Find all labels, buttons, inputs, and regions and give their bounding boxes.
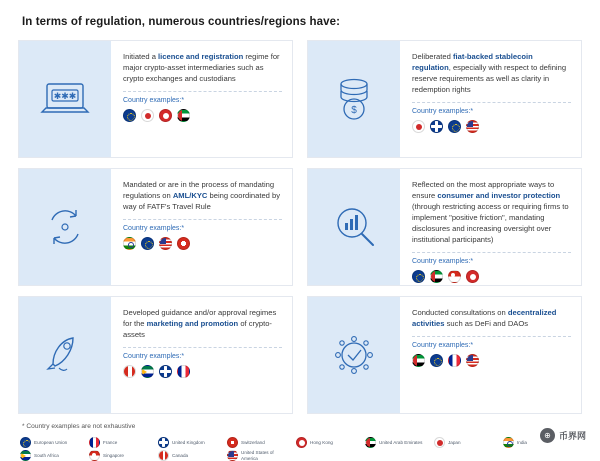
coin-stack-icon: [329, 76, 379, 122]
legend-item: [227, 437, 290, 448]
network-nodes-icon: [329, 331, 379, 379]
flag-hong-kong-icon: [296, 437, 307, 448]
card-aml-kyc: [18, 168, 293, 286]
flag-singapore-icon: [448, 270, 461, 283]
flag-row: [123, 237, 282, 250]
legend-label: Singapore: [103, 452, 124, 458]
country-examples-label: Country examples:*: [412, 108, 474, 115]
flag-eu-icon: [141, 237, 154, 250]
svg-text:$: $: [351, 105, 357, 116]
flag-japan-icon: [141, 109, 154, 122]
card-body: [111, 41, 292, 157]
legend-label: United Kingdom: [172, 439, 205, 445]
flag-eu-icon: [430, 354, 443, 367]
flag-uk-icon: [159, 365, 172, 378]
country-examples-label: Country examples:*: [412, 342, 474, 349]
legend-item: [20, 437, 83, 448]
card-icon-panel: [308, 297, 400, 413]
recycle-arrows-icon: [40, 204, 90, 250]
flag-row: [123, 365, 282, 378]
flag-switzerland-icon: [227, 437, 238, 448]
legend-item: [365, 437, 428, 448]
card-text: Conducted consultations on decentralized activities such as DeFi and DAOs: [412, 308, 557, 328]
legend-item: [20, 450, 83, 461]
card-text: Developed guidance and/or approval regimes for the marketing and promotion of crypto-assets: [123, 308, 277, 339]
legend-label: European Union: [34, 439, 68, 445]
legend-item: [158, 437, 221, 448]
card-icon-panel: [19, 297, 111, 413]
flag-eu-icon: [20, 437, 31, 448]
flag-france-icon: [448, 354, 461, 367]
flag-row: [412, 120, 571, 133]
flag-usa-icon: [466, 354, 479, 367]
flag-canada-icon: [123, 365, 136, 378]
flag-eu-icon: [448, 120, 461, 133]
card-stablecoin-regulation: [307, 40, 582, 158]
divider: [123, 91, 282, 92]
flag-usa-icon: [466, 120, 479, 133]
card-licence-registration: [18, 40, 293, 158]
page-title: In terms of regulation, numerous countries/regions have:: [22, 16, 341, 28]
card-text: Reflected on the most appropriate ways to ensure consumer and investor protection (through restricting access or requiring firms to implement "positive friction", mandating disclosures and increasing oversight over institutional participants): [412, 180, 569, 244]
divider: [123, 219, 282, 220]
flag-switzerland-icon: [177, 237, 190, 250]
country-examples-label: Country examples:*: [123, 353, 185, 360]
card-body: [111, 169, 292, 285]
flag-eu-icon: [123, 109, 136, 122]
flag-france-icon: [177, 365, 190, 378]
card-icon-panel: [19, 41, 111, 157]
card-text: Mandated or are in the process of mandating regulations on AML/KYC being coordinated by way of FATF's Travel Rule: [123, 180, 281, 211]
legend-item: [296, 437, 359, 448]
legend-item: [434, 437, 497, 448]
card-body: [400, 41, 581, 157]
card-decentralized-activities: [307, 296, 582, 414]
watermark-logo-icon: ⊕: [540, 428, 555, 443]
flag-hong-kong-icon: [466, 270, 479, 283]
card-icon-panel: [308, 41, 400, 157]
flag-row: [123, 109, 282, 122]
magnifier-chart-icon: [329, 203, 379, 251]
divider: [412, 336, 571, 337]
rocket-icon: [39, 332, 91, 378]
watermark: [540, 428, 586, 443]
flag-japan-icon: [412, 120, 425, 133]
flag-usa-icon: [227, 450, 238, 461]
country-examples-label: Country examples:*: [412, 258, 474, 265]
card-consumer-protection: [307, 168, 582, 286]
flag-singapore-icon: [89, 450, 100, 461]
flag-legend: [18, 437, 582, 461]
card-body: [400, 297, 581, 413]
footnote: * Country examples are not exhaustive: [22, 423, 136, 430]
card-icon-panel: [19, 169, 111, 285]
flag-uae-icon: [430, 270, 443, 283]
flag-uae-icon: [365, 437, 376, 448]
legend-label: India: [517, 439, 527, 445]
card-icon-panel: [308, 169, 400, 285]
flag-uk-icon: [158, 437, 169, 448]
flag-france-icon: [89, 437, 100, 448]
flag-india-icon: [503, 437, 514, 448]
flag-canada-icon: [158, 450, 169, 461]
legend-item: [227, 450, 290, 461]
divider: [412, 102, 571, 103]
legend-item: [158, 450, 221, 461]
flag-usa-icon: [159, 237, 172, 250]
svg-text:✱✱✱: ✱✱✱: [53, 91, 77, 101]
card-text: Initiated a licence and registration regime for major crypto-asset intermediaries such as crypto exchanges and custodians: [123, 52, 280, 83]
country-examples-label: Country examples:*: [123, 225, 185, 232]
legend-label: Hong Kong: [310, 439, 333, 445]
divider: [412, 252, 571, 253]
card-body: [400, 169, 581, 285]
divider: [123, 347, 282, 348]
flag-south-africa-icon: [141, 365, 154, 378]
flag-hong-kong-icon: [159, 109, 172, 122]
legend-item: [89, 450, 152, 461]
flag-uk-icon: [430, 120, 443, 133]
watermark-text: 币界网: [558, 431, 586, 441]
legend-label: Canada: [172, 452, 189, 458]
flag-eu-icon: [412, 270, 425, 283]
flag-south-africa-icon: [20, 450, 31, 461]
cards-grid: [18, 40, 582, 414]
flag-uae-icon: [412, 354, 425, 367]
laptop-password-icon: [39, 78, 91, 120]
legend-item: [89, 437, 152, 448]
flag-row: [412, 354, 571, 367]
legend-label: United Arab Emirates: [379, 439, 423, 445]
card-body: [111, 297, 292, 413]
flag-japan-icon: [434, 437, 445, 448]
legend-label: United States of America: [241, 450, 274, 461]
flag-india-icon: [123, 237, 136, 250]
country-examples-label: Country examples:*: [123, 97, 185, 104]
legend-label: France: [103, 439, 118, 445]
flag-uae-icon: [177, 109, 190, 122]
legend-label: Switzerland: [241, 439, 265, 445]
card-text: Deliberated fiat-backed stablecoin regulation, especially with respect to defining reserve requirements as well as clarity in redemption rights: [412, 52, 567, 94]
legend-label: South Africa: [34, 452, 59, 458]
legend-label: Japan: [448, 439, 461, 445]
card-marketing-promotion: [18, 296, 293, 414]
flag-row: [412, 270, 571, 283]
